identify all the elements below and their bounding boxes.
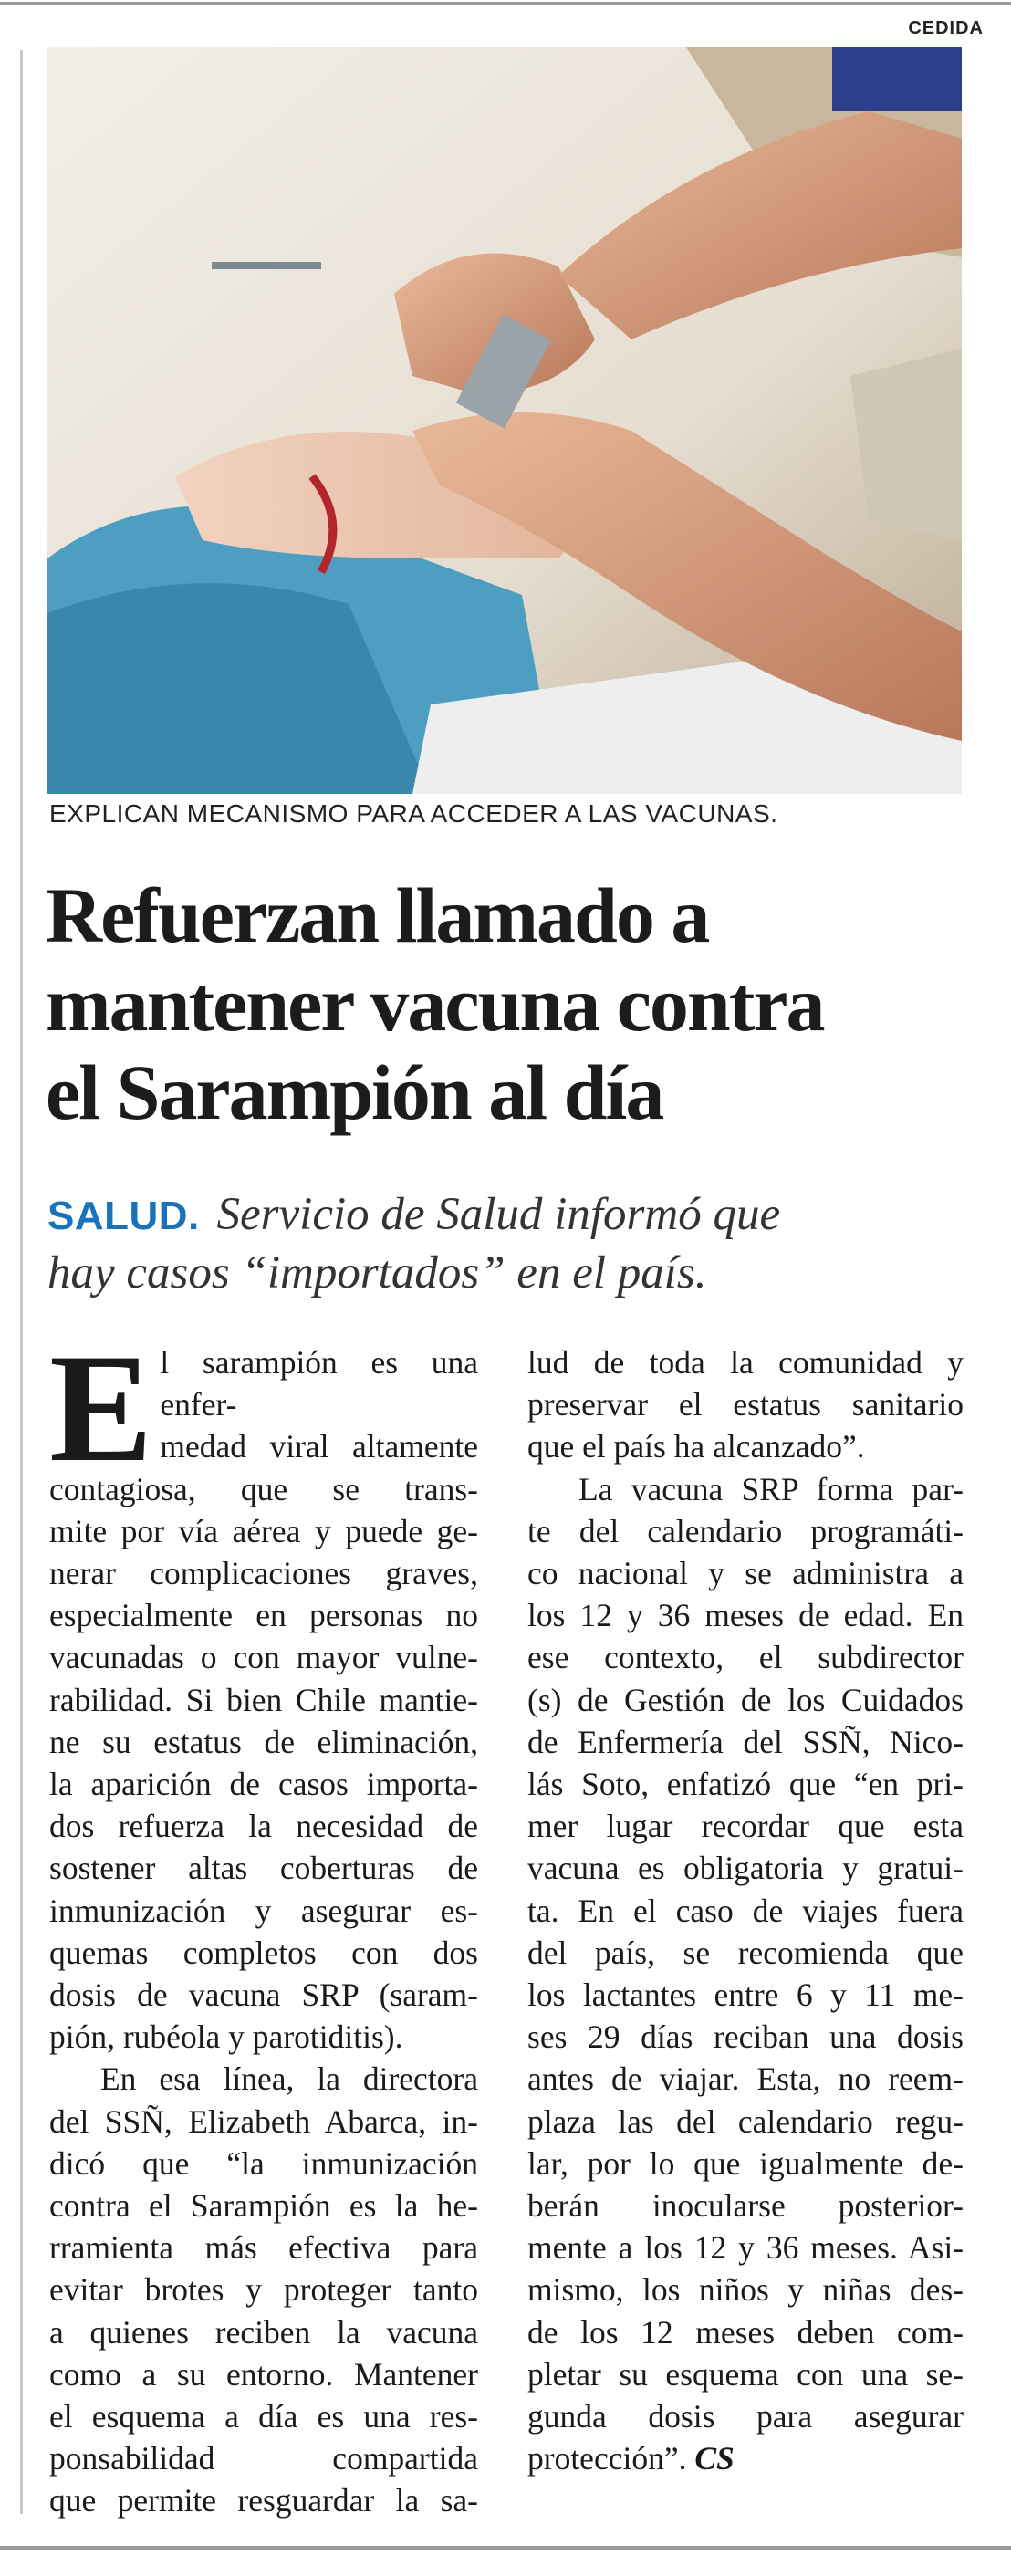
body-line: plaza las del calendario regu-	[527, 2102, 964, 2140]
headline-line: el Sarampión al día	[46, 1048, 663, 1136]
body-line: el esquema a día es una res-	[49, 2398, 478, 2435]
body-line: inmunización y asegurar es-	[49, 1892, 478, 1929]
body-line: lar, por lo que igualmente de-	[527, 2144, 964, 2182]
body-line: contagiosa, que se trans-	[49, 1470, 478, 1507]
body-line: lud de toda la comunidad y	[527, 1344, 964, 1381]
body-line: dicó que “la inmunización	[49, 2144, 478, 2182]
drop-cap: E	[49, 1341, 153, 1494]
body-line: berán inocularse posterior-	[527, 2187, 964, 2225]
body-line: ne su estatus de eliminación,	[49, 1723, 478, 1760]
body-line: la aparición de casos importa-	[49, 1766, 478, 1803]
body-line: los lactantes entre 6 y 11 me-	[527, 1976, 964, 2014]
body-line: gunda dosis para asegurar	[527, 2398, 964, 2435]
body-line: del SSÑ, Elizabeth Abarca, in-	[49, 2102, 478, 2140]
body-line: ta. En el caso de viajes fuera	[527, 1892, 964, 1929]
body-line: (s) de Gestión de los Cuidados	[527, 1681, 964, 1718]
body-line: vacunadas o con mayor vulne-	[49, 1639, 478, 1676]
body-line: rabilidad. Si bien Chile mantie-	[49, 1681, 478, 1718]
body-line: de los 12 meses deben com-	[527, 2313, 964, 2351]
body-line: dos refuerza la necesidad de	[49, 1808, 478, 1845]
body-line: sostener altas coberturas de	[49, 1850, 478, 1887]
body-column-right	[527, 1341, 964, 2479]
body-line: lás Soto, enfatizó que “en pri-	[527, 1766, 964, 1803]
body-line: ponsabilidad compartida	[49, 2440, 478, 2477]
body-line: co nacional y se administra a	[527, 1555, 964, 1592]
subheadline-text: Servicio de Salud informó que	[216, 1189, 781, 1240]
body-line: medad viral altamente	[160, 1428, 478, 1465]
body-line: los 12 y 36 meses de edad. En	[527, 1597, 964, 1634]
body-line: dosis de vacuna SRP (saram-	[49, 1976, 478, 2014]
body-line: vacuna es obligatoria y gratui-	[527, 1850, 964, 1887]
headline-line: Refuerzan llamado a	[46, 871, 709, 959]
left-column-rule	[20, 50, 23, 2514]
body-line: contra el Sarampión es la he-	[49, 2187, 478, 2225]
body-line: quemas completos con dos	[49, 1934, 478, 1971]
photo-credit: CEDIDA	[908, 18, 984, 38]
headline-line: mantener vacuna contra	[46, 960, 824, 1048]
closing-line-text: protección”.	[527, 2440, 687, 2477]
body-line: especialmente en personas no	[49, 1597, 478, 1634]
body-line: l sarampión es una enfer-	[160, 1344, 478, 1424]
body-line: pletar su esquema con una se-	[527, 2355, 964, 2393]
body-line: que el país ha alcanzado”.	[527, 1428, 865, 1465]
body-line: te del calendario programáti-	[527, 1512, 964, 1549]
body-line: mite por vía aérea y puede ge-	[49, 1512, 478, 1549]
body-line: a quienes reciben la vacuna	[49, 2313, 478, 2351]
end-mark-icon: CS	[694, 2440, 735, 2477]
body-line: mente a los 12 y 36 meses. Asi-	[527, 2229, 964, 2267]
body-line: ese contexto, el subdirector	[527, 1639, 964, 1676]
body-line: que permite resguardar la sa-	[49, 2482, 478, 2519]
body-line: preservar el estatus sanitario	[527, 1386, 964, 1424]
vaccination-photo-icon	[47, 47, 962, 794]
body-line: antes de viajar. Esta, no reem-	[527, 2060, 964, 2098]
first-paragraph-opening	[49, 1341, 478, 1510]
body-line	[527, 2437, 964, 2479]
body-line: evitar brotes y proteger tanto	[49, 2271, 478, 2309]
body-line: como a su entorno. Mantener	[49, 2355, 478, 2393]
body-line: mer lugar recordar que esta	[527, 1808, 964, 1845]
body-line: del país, se recomienda que	[527, 1934, 964, 1971]
body-line: nerar complicaciones graves,	[49, 1555, 478, 1592]
body-column-left	[49, 1341, 478, 2522]
section-tag: SALUD.	[47, 1194, 200, 1238]
body-line: ses 29 días reciban una dosis	[527, 2018, 964, 2056]
headline	[46, 871, 967, 1137]
body-line: mismo, los niños y niñas des-	[527, 2271, 964, 2309]
subheadline	[47, 1186, 969, 1301]
body-line: En esa línea, la directora	[100, 2060, 478, 2098]
body-line: rramienta más efectiva para	[49, 2229, 478, 2267]
top-rule	[0, 2, 1011, 5]
body-line: La vacuna SRP forma par-	[578, 1470, 964, 1507]
article-photo	[47, 47, 962, 794]
subheadline-line: hay casos “importados” en el país.	[47, 1247, 707, 1298]
body-line: pión, rubéola y parotiditis).	[49, 2018, 403, 2056]
photo-caption: EXPLICAN MECANISMO PARA ACCEDER A LAS VACUNAS.	[49, 799, 778, 828]
subheadline-line	[47, 1186, 969, 1245]
body-line: de Enfermería del SSÑ, Nico-	[527, 1723, 964, 1760]
bottom-rule	[0, 2546, 1011, 2550]
